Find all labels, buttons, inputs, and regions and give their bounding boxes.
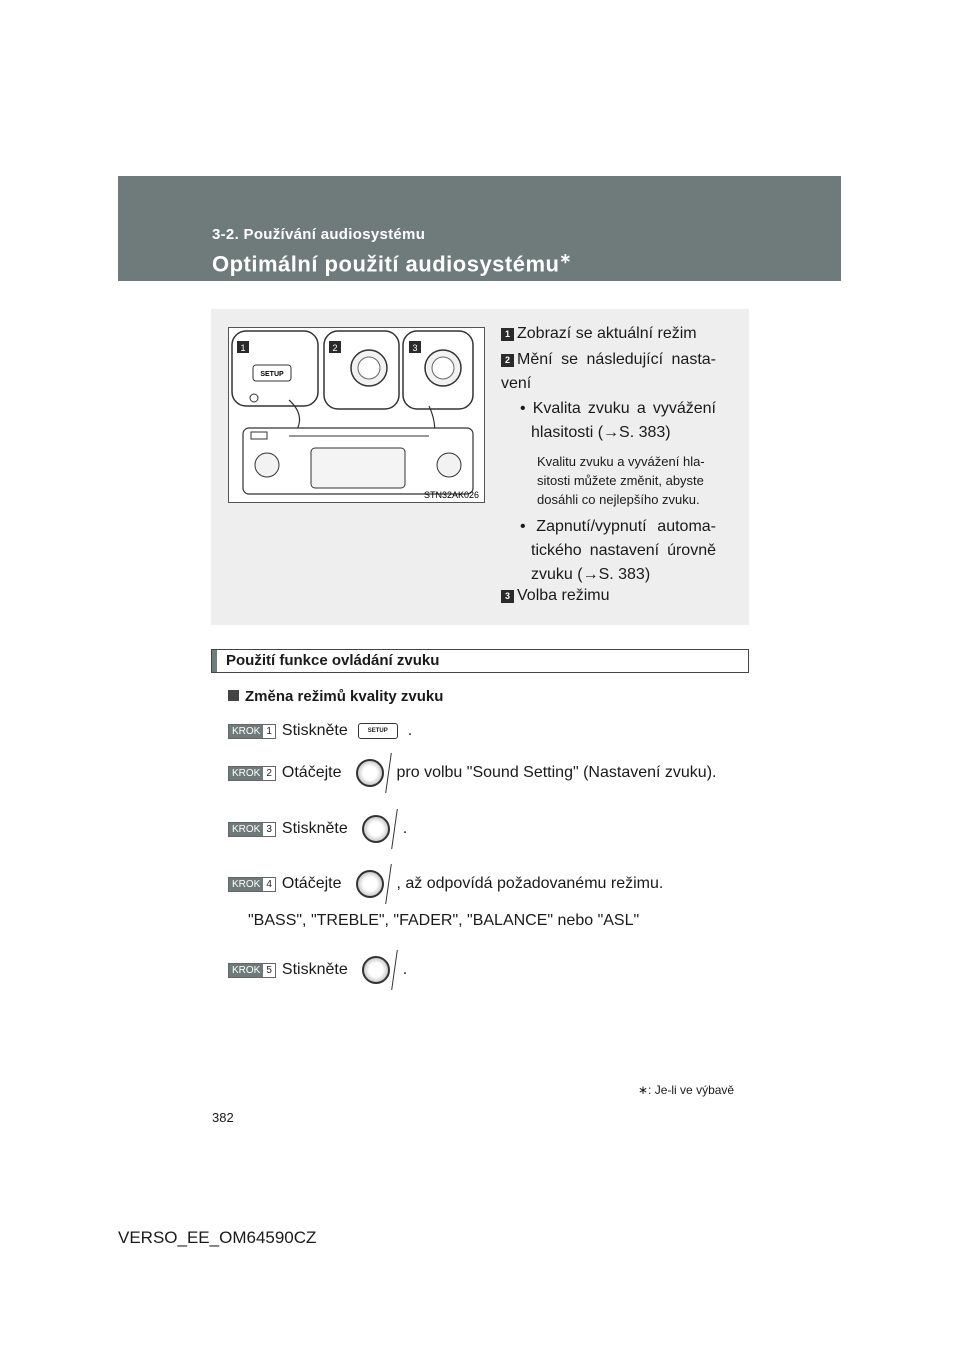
- section-header: Použití funkce ovládání zvuku: [211, 649, 749, 673]
- knob-icon: [356, 759, 384, 787]
- step-badge-1: KROK 1: [228, 724, 276, 739]
- setup-key-label: SETUP: [260, 371, 284, 378]
- info-note: Kvalitu zvuku a vyvážení hla-sitosti můžete změnit, abyste dosáhli co nejlepšího zvuku.: [537, 454, 705, 507]
- page-title: Optimální použití audiosystému∗: [212, 250, 572, 277]
- knob-icon: [362, 956, 390, 984]
- callout-1: 1: [240, 343, 246, 353]
- info-bullet-1: • Kvalita zvuku a vyvážení hlasitosti (→S. 383): [520, 400, 716, 441]
- mode-list: "BASS", "TREBLE", "FADER", "BALANCE" nebo "ASL": [248, 912, 640, 929]
- section-label: 3-2. Používání audiosystému: [212, 226, 426, 243]
- setup-button-icon: SETUP: [358, 723, 398, 739]
- info-item-1: 1 Zobrazí se aktuální režim: [501, 322, 716, 346]
- step-5: KROK 5 Stiskněte .: [228, 950, 407, 990]
- step-badge-5: KROK 5: [228, 963, 276, 978]
- figure-code: STN32AK026: [423, 490, 479, 500]
- info-item-2: 2 Mění se následující nasta-vení: [501, 351, 716, 392]
- step-badge-4: KROK 4: [228, 877, 276, 892]
- footnote-mark: ∗: [559, 250, 572, 266]
- step-2: KROK 2 Otáčejte pro volbu "Sound Setting" (Nastavení zvuku).: [228, 753, 716, 793]
- document-id: VERSO_EE_OM64590CZ: [118, 1228, 317, 1247]
- step-1: KROK 1 Stiskněte SETUP .: [228, 722, 412, 740]
- subsection-title: Změna režimů kvality zvuku: [228, 688, 443, 705]
- step-badge-2: KROK 2: [228, 766, 276, 781]
- callout-3: 3: [412, 343, 418, 353]
- info-bullet-2: • Zapnutí/vypnutí automa-tického nastavení úrovně zvuku (→S. 383): [520, 518, 716, 583]
- callout-2: 2: [332, 343, 338, 353]
- page-number: 382: [212, 1110, 234, 1125]
- audio-panel-illustration: [229, 328, 484, 502]
- step-4: KROK 4 Otáčejte , až odpovídá požadovanému režimu.: [228, 864, 663, 904]
- knob-icon: [356, 870, 384, 898]
- step-3: KROK 3 Stiskněte .: [228, 809, 407, 849]
- footnote: ∗: Je-li ve výbavě: [638, 1083, 735, 1097]
- audio-panel-figure: [228, 327, 485, 503]
- step-badge-3: KROK 3: [228, 822, 276, 837]
- knob-icon: [362, 815, 390, 843]
- info-item-3: 3 Volba režimu: [501, 584, 716, 608]
